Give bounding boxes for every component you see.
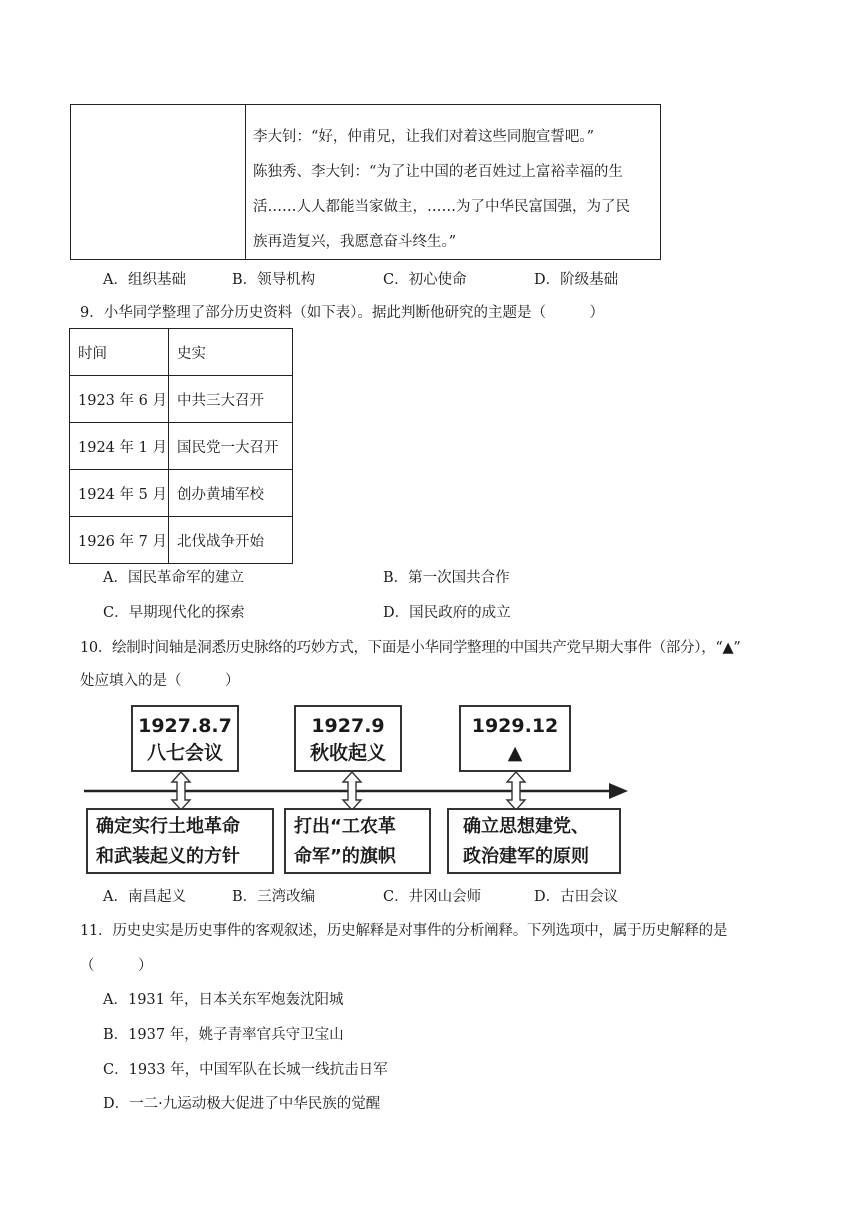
note-line: 和武装起义的方针: [96, 846, 240, 867]
q9-option-b[interactable]: B．第一次国共合作: [383, 570, 510, 586]
timeline-note-box: [284, 808, 431, 874]
timeline-note-box: [447, 808, 621, 874]
timeline-event-placeholder: ▲: [507, 742, 523, 764]
table-cell-time: 1923 年 6 月: [70, 376, 169, 423]
q10-option-d[interactable]: D．古田会议: [534, 889, 619, 905]
table-cell-fact: 北伐战争开始: [169, 517, 293, 564]
note-line: 政治建军的原则: [463, 846, 589, 867]
q10-stem-line1: 10．绘制时间轴是洞悉历史脉络的巧妙方式，下面是小华同学整理的中国共产党早期大事件（部分），“▲”: [80, 640, 741, 656]
timeline-date: 1927.8.7: [138, 715, 232, 737]
q8-option-b[interactable]: B．领导机构: [232, 272, 316, 288]
q8-option-d[interactable]: D．阶级基础: [534, 272, 619, 288]
q10-option-b[interactable]: B．三湾改编: [232, 889, 316, 905]
table-cell-fact: 创办黄埔军校: [169, 470, 293, 517]
table-cell-time: 1924 年 1 月: [70, 423, 169, 470]
timeline-date: 1929.12: [471, 715, 559, 737]
table-cell-time: 1924 年 5 月: [70, 470, 169, 517]
q11-option-d[interactable]: D．一二·九运动极大促进了中华民族的觉醒: [103, 1096, 381, 1112]
quote-line: 陈独秀、李大钊：“为了让中国的老百姓过上富裕幸福的生: [253, 164, 623, 180]
table-cell-fact: 中共三大召开: [169, 376, 293, 423]
note-line: 打出“工农革: [294, 816, 396, 837]
timeline-event-box: [294, 705, 402, 772]
q9-stem: 9．小华同学整理了部分历史资料（如下表）。据此判断他研究的主题是（ ）: [80, 305, 604, 321]
note-line: 确定实行土地革命: [96, 816, 240, 837]
timeline-event-box: [131, 705, 239, 772]
q10-stem-line2: 处应填入的是（ ）: [80, 673, 240, 689]
timeline-arrow-icon: [609, 783, 628, 799]
timeline-date: 1927.9: [311, 715, 385, 737]
note-line: 命军”的旗帜: [294, 846, 396, 867]
table-cell-fact: 国民党一大召开: [169, 423, 293, 470]
q8-option-a[interactable]: A．组织基础: [103, 272, 186, 288]
timeline-event-box: [459, 705, 571, 772]
q10-option-c[interactable]: C．井冈山会师: [383, 889, 482, 905]
q9-option-a[interactable]: A．国民革命军的建立: [103, 570, 244, 586]
q9-option-d[interactable]: D．国民政府的成立: [383, 605, 511, 621]
table-header-cell: 史实: [169, 329, 293, 376]
q10-option-a[interactable]: A．南昌起义: [103, 889, 186, 905]
timeline-event: 八七会议: [146, 742, 223, 764]
quote-line: 族再造复兴，我愿意奋斗终生。”: [253, 234, 457, 250]
q8-option-c[interactable]: C．初心使命: [383, 272, 467, 288]
quote-line: 活……人人都能当家做主，……为了中华民富国强，为了民: [253, 199, 630, 215]
quote-line: 李大钊：“好，仲甫兄，让我们对着这些同胞宣誓吧。”: [253, 129, 595, 145]
q11-option-a[interactable]: A．1931 年，日本关东军炮轰沈阳城: [103, 992, 344, 1008]
timeline-note-box: [86, 808, 274, 874]
timeline-event: 秋收起义: [309, 742, 386, 764]
q11-option-c[interactable]: C．1933 年，中国军队在长城一线抗击日军: [103, 1062, 388, 1078]
note-line: 确立思想建党、: [463, 816, 589, 837]
q11-answer-paren: （ ）: [80, 958, 153, 974]
table-cell-time: 1926 年 7 月: [70, 517, 169, 564]
q9-option-c[interactable]: C．早期现代化的探索: [103, 605, 245, 621]
q11-stem: 11．历史史实是历史事件的客观叙述，历史解释是对事件的分析阐释。下列选项中，属于历史解释的是: [80, 923, 728, 939]
table-header-cell: 时间: [70, 329, 169, 376]
q11-option-b[interactable]: B．1937 年，姚子青率官兵守卫宝山: [103, 1027, 344, 1043]
